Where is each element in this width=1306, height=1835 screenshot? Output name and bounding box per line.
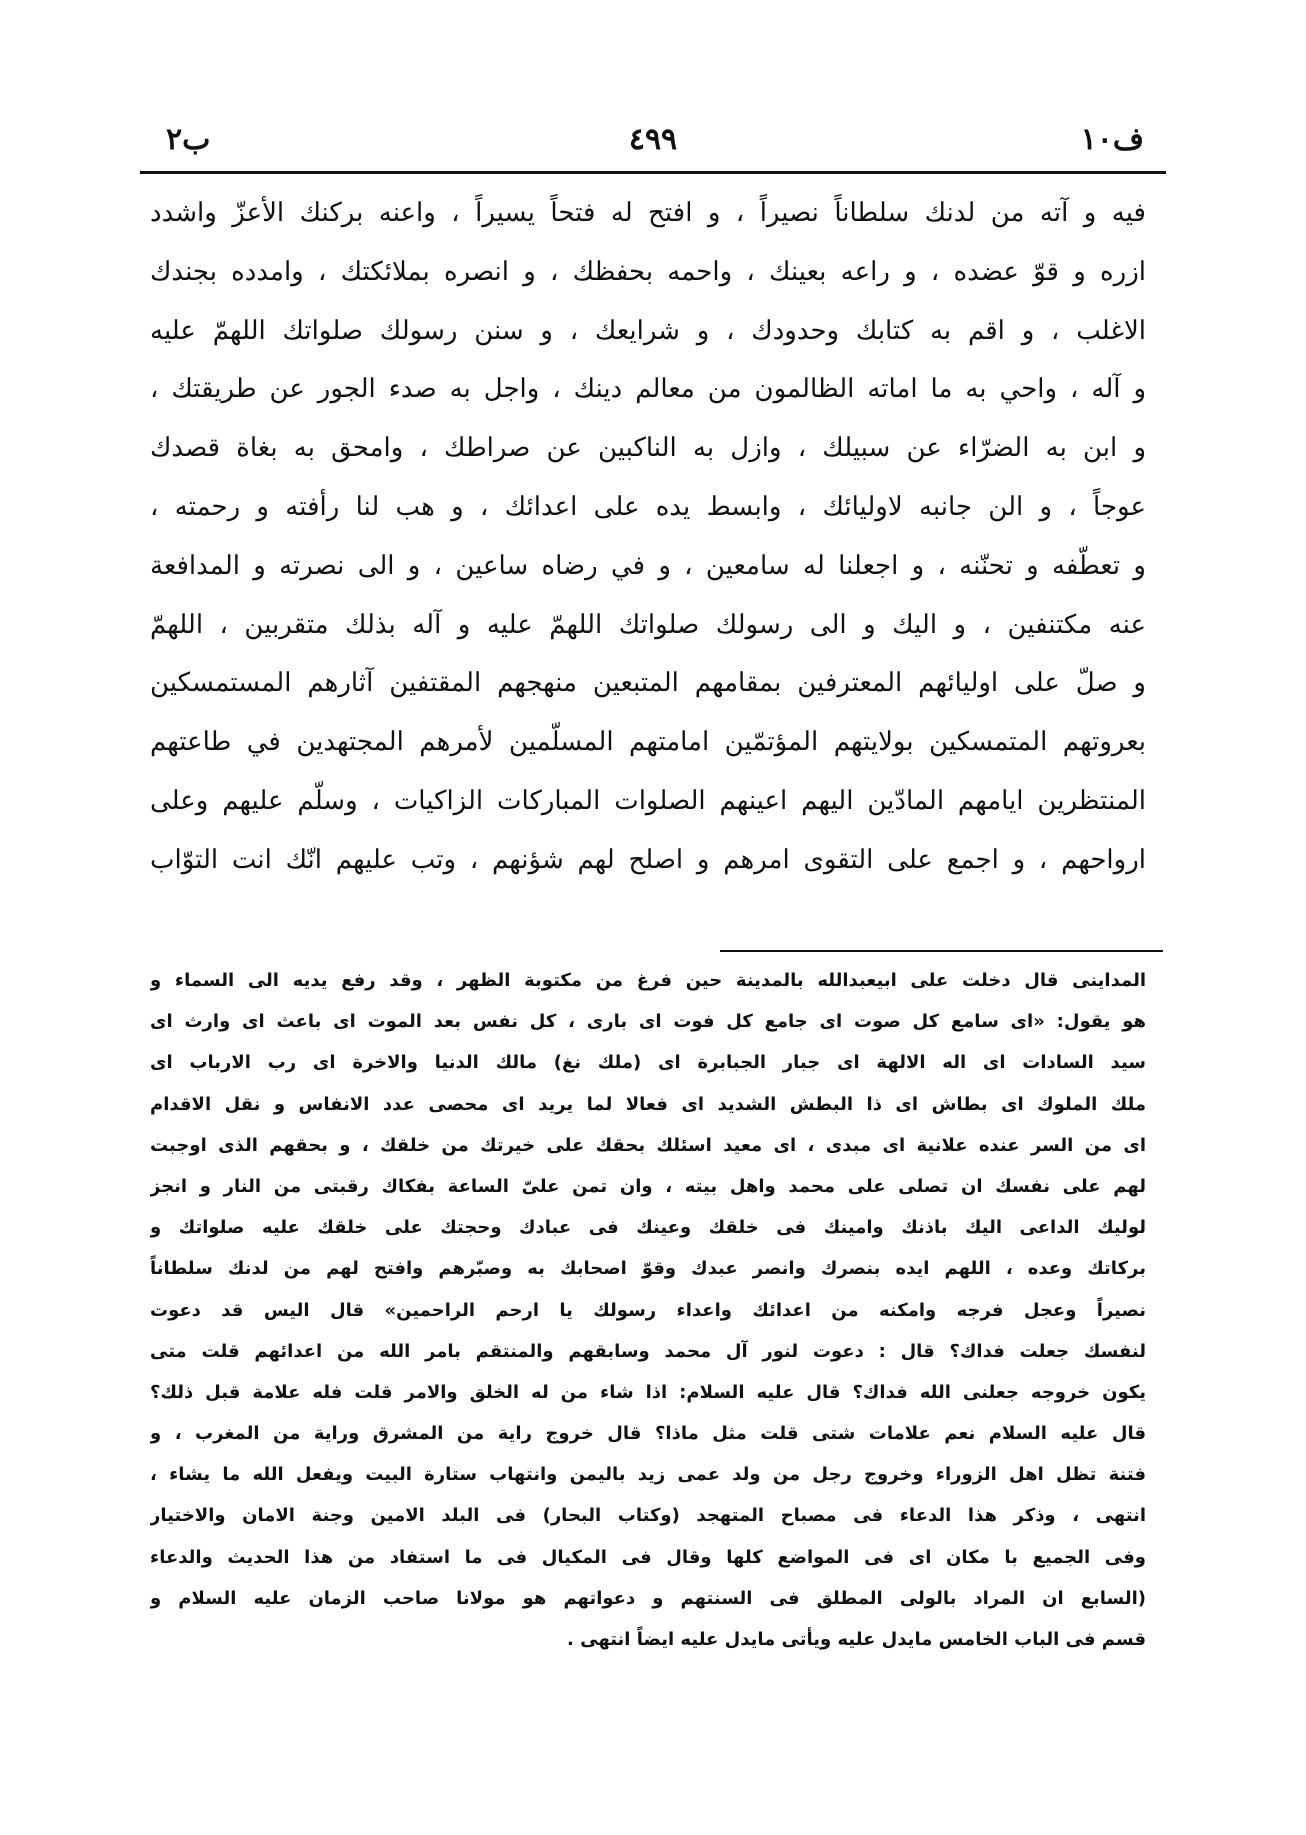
text-line: عوجاً ، و الن جانبه لاوليائك ، وابسط يده على اعدائك ، و هب لنا رأفته و رحمته ، <box>150 491 1146 522</box>
footnote-line: وفى الجميع با مكان اى فى المواضع كلها وقال فى المكيال فى ما استفاد من هذا الحديث والدعاء <box>150 1546 1146 1568</box>
text-line: و آله ، واحي به ما اماته الظالمون من معالم دينك ، واجل به صدء الجور عن طريقتك ، <box>150 374 1146 405</box>
text-line: ارواحهم ، و اجمع على التقوى امرهم و اصلح لهم شؤنهم ، وتب عليهم انّك انت التوّاب <box>150 844 1146 875</box>
text-line: المنتظرين ايامهم المادّين اليهم اعينهم الصلوات المباركات الزاكيات ، وسلّم عليهم وعلى <box>150 785 1146 816</box>
footnote-line: يكون خروجه جعلنى الله فداك؟ قال عليه السلام: اذا شاء من له الخلق والامر قلت فله علامة قبل ذلك؟ <box>150 1381 1146 1403</box>
main-text <box>150 184 1146 890</box>
text-line: فيه و آته من لدنك سلطاناً نصيراً ، و افتح له فتحاً يسيراً ، واعنه بركنك الأعزّ واشدد <box>150 198 1146 228</box>
footnote-line: المداينى قال دخلت على ابيعبدالله بالمدينة حين فرغ من مكتوبة الظهر ، وقد رفع يديه الى السماء و <box>150 970 1146 991</box>
footnote-text <box>150 960 1146 1660</box>
footnote-line: فتنة تظل اهل الزوراء وخروج رجل من ولد عمى زيد باليمن وانتهاب ستارة البيت ويفعل الله ما يشاء ، <box>150 1464 1146 1486</box>
text-line: بعروتهم المتمسكين بولايتهم المؤتمّين امامتهم المسلّمين لأمرهم المجتهدين في طاعتهم <box>150 727 1146 758</box>
footnote-line: اى من السر عنده علانية اى مبدى ، اى معيد اسئلك بحقك على خيرتك من خلقك ، و بحقهم الذى اوجبت <box>150 1134 1146 1156</box>
footnote-line: لنفسك جعلت فداك؟ قال : دعوت لنور آل محمد وسابقهم والمنتقم بامر الله من اعدائهم قلت متى <box>150 1340 1146 1362</box>
footnote-line: نصيراً وعجل فرجه وامكنه من اعدائك واعداء رسولك يا ارحم الراحمين» قال اليس قد دعوت <box>150 1299 1146 1321</box>
text-line: و ابن به الضرّاء عن سبيلك ، وازل به الناكبين عن صراطك ، وامحق به بغاة قصدك <box>150 433 1146 464</box>
text-line: و صلّ على اوليائهم المعترفين بمقامهم المتبعين منهجهم المقتفين آثارهم المستمسكين <box>150 668 1146 699</box>
footnote-line: قال عليه السلام نعم علامات شتى قلت مثل ماذا؟ قال خروج راية من المشرق وراية من المغرب ، و <box>150 1423 1146 1445</box>
footnote-divider <box>720 950 1163 952</box>
header-divider <box>140 171 1166 174</box>
footnote-line: ملك الملوك اى بطاش اى ذا البطش الشديد اى فعالا لما يريد اى محصى عدد الانفاس و نقل الاقدام <box>150 1093 1146 1115</box>
text-line: الاغلب ، و اقم به كتابك وحدودك ، و شرايعك ، و سنن رسولك صلواتك اللهمّ عليه <box>150 315 1146 346</box>
signature-label: ب٢ <box>166 122 211 157</box>
footnote-line: لوليك الداعى اليك باذنك وامينك فى خلقك وعينك فى عبادك وحجتك على خلقك عليه صلواتك و <box>150 1217 1146 1239</box>
footnote-line: لهم على نفسك ان تصلى على محمد واهل بيته ، وان تمن علىّ الساعة بفكاك رقبتى من النار و انجز <box>150 1175 1146 1197</box>
footnote-line: سيد السادات اى اله الالهة اى جبار الجبابرة اى (ملك نغ) مالك الدنيا والاخرة اى رب الارباب اى <box>150 1052 1146 1074</box>
text-line: و تعطّفه و تحنّنه ، و اجعلنا له سامعين ، و في رضاه ساعين ، و الى نصرته و المدافعة <box>150 550 1146 581</box>
text-line: ازره و قوّ عضده ، و راعه بعينك ، واحمه بحفظك ، و انصره بملائكتك ، وامدده بجندك <box>150 256 1146 287</box>
footnote-line: قسم فى الباب الخامس مايدل عليه ويأتى مايدل عليه ايضاً انتهى . <box>567 1629 1146 1650</box>
section-label: ف١٠ <box>1080 122 1144 157</box>
text-line: عنه مكتنفين ، و اليك و الى رسولك صلواتك اللهمّ عليه و آله بذلك متقربين ، اللهمّ <box>150 609 1146 640</box>
footnote-line: هو يقول: «اى سامع كل صوت اى جامع كل فوت اى بارى ، كل نفس بعد الموت اى باعث اى وارث اى <box>150 1011 1146 1033</box>
footnote-line: (السابع ان المراد بالولى المطلق فى السنتهم و دعواتهم هو مولانا صاحب الزمان عليه السلام و <box>150 1587 1146 1609</box>
footnote-line: بركاتك وعده ، اللهم ايده بنصرك وانصر عبدك وقوّ اصحابك به وصبّرهم وافتح لهم من لدنك سلطاناً <box>150 1258 1146 1280</box>
page-number: ٤٩٩ <box>628 122 678 157</box>
footnote-line: انتهى ، وذكر هذا الدعاء فى مصباح المتهجد (وكتاب البحار) فى البلد الامين وجنة الامان والاختيار <box>150 1505 1146 1527</box>
page-header <box>140 118 1166 162</box>
